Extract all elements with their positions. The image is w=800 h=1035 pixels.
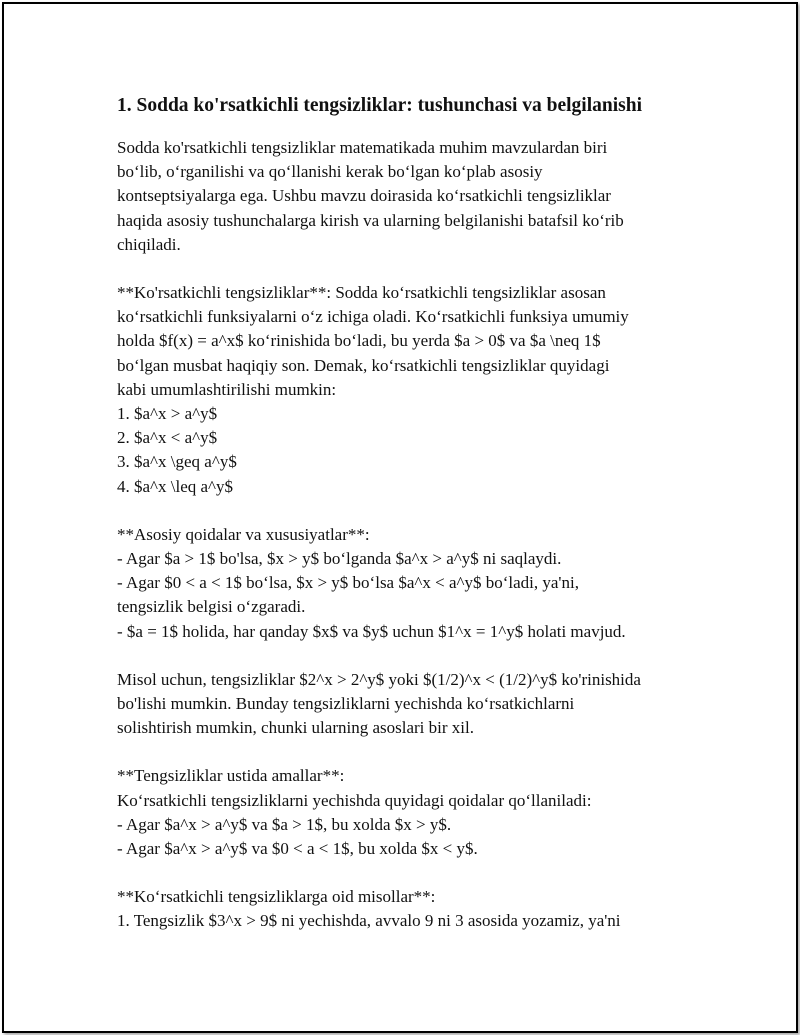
document-body (117, 92, 717, 958)
examples-paragraph (117, 885, 717, 933)
section-heading: 1. Sodda ko'rsatkichli tengsizliklar: tushunchasi va belgilanishi (117, 95, 642, 116)
list-item: 3. $a^x \geq a^y$ (117, 452, 237, 472)
text-line: holda $f(x) = a^x$ ko‘rinishida bo‘ladi, bu yerda $a > 0$ va $a \neq 1$ (117, 331, 601, 351)
text-line: Ko‘rsatkichli tengsizliklarni yechishda quyidagi qoidalar qo‘llaniladi: (117, 790, 592, 810)
text-line: bo‘lib, o‘rganilishi va qo‘llanishi kerak bo‘lgan ko‘plab asosiy (117, 162, 543, 182)
text-line: **Ko‘rsatkichli tengsizliklarga oid misollar**: (117, 887, 436, 907)
text-line: kontseptsiyalarga ega. Ushbu mavzu doirasida ko‘rsatkichli tengsizliklar (117, 186, 611, 206)
text-line: Misol uchun, tengsizliklar $2^x > 2^y$ yoki $(1/2)^x < (1/2)^y$ ko'rinishida (117, 669, 641, 689)
text-line: chiqiladi. (117, 234, 181, 254)
text-line: ko‘rsatkichli funksiyalarni o‘z ichiga oladi. Ko‘rsatkichli funksiya umumiy (117, 307, 629, 327)
intro-paragraph (117, 136, 717, 257)
list-item: - Agar $a^x > a^y$ va $0 < a < 1$, bu xolda $x < y$. (117, 839, 478, 859)
text-line: tengsizlik belgisi o‘zgaradi. (117, 597, 306, 617)
text-line: haqida asosiy tushunchalarga kirish va ularning belgilanishi batafsil ko‘rib (117, 210, 624, 230)
text-line: **Ko'rsatkichli tengsizliklar**: Sodda ko‘rsatkichli tengsizliklar asosan (117, 283, 606, 303)
text-line: **Tengsizliklar ustida amallar**: (117, 766, 345, 786)
example-paragraph (117, 668, 717, 741)
definition-paragraph (117, 281, 717, 499)
list-item: 1. $a^x > a^y$ (117, 404, 218, 424)
list-item: - Agar $a > 1$ bo'lsa, $x > y$ bo‘lganda $a^x > a^y$ ni saqlaydi. (117, 549, 562, 569)
list-item: 4. $a^x \leq a^y$ (117, 476, 234, 496)
operations-paragraph (117, 764, 717, 861)
list-item: - Agar $a^x > a^y$ va $a > 1$, bu xolda $x > y$. (117, 814, 452, 834)
text-line: bo‘lgan musbat haqiqiy son. Demak, ko‘rsatkichli tengsizliklar quyidagi (117, 355, 610, 375)
list-item: 1. Tengsizlik $3^x > 9$ ni yechishda, avvalo 9 ni 3 asosida yozamiz, ya'ni (117, 911, 621, 931)
rules-paragraph (117, 523, 717, 644)
text-line: kabi umumlashtirilishi mumkin: (117, 379, 337, 399)
list-item: - Agar $0 < a < 1$ bo‘lsa, $x > y$ bo‘lsa $a^x < a^y$ bo‘ladi, ya'ni, (117, 573, 579, 593)
text-line: solishtirish mumkin, chunki ularning asoslari bir xil. (117, 718, 474, 738)
text-line: bo'lishi mumkin. Bunday tengsizliklarni yechishda ko‘rsatkichlarni (117, 694, 575, 714)
list-item: 2. $a^x < a^y$ (117, 428, 218, 448)
text-line: Sodda ko'rsatkichli tengsizliklar matematikada muhim mavzulardan biri (117, 138, 608, 157)
text-line: **Asosiy qoidalar va xususiyatlar**: (117, 524, 370, 544)
list-item: - $a = 1$ holida, har qanday $x$ va $y$ uchun $1^x = 1^y$ holati mavjud. (117, 621, 626, 641)
